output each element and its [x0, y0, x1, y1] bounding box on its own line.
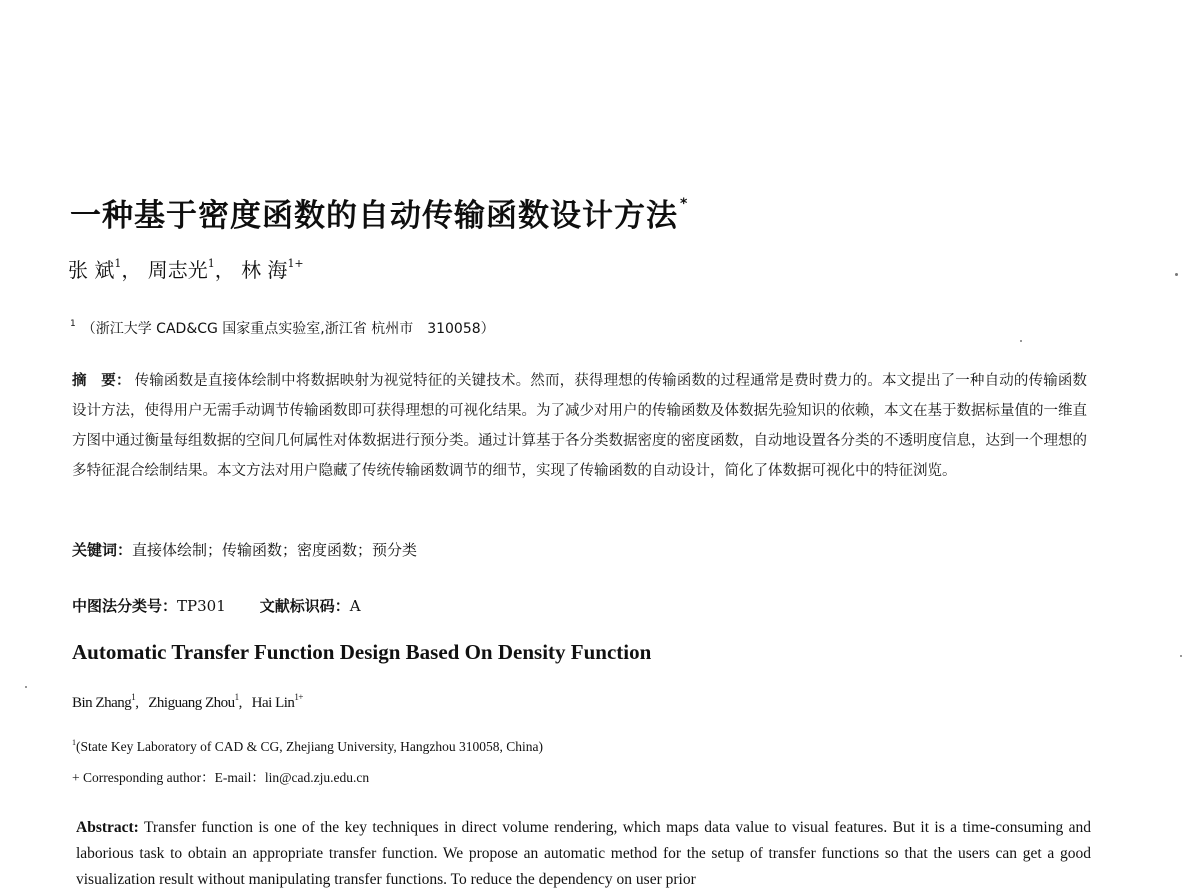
keywords-label: 关键词：: [72, 541, 133, 559]
chinese-keywords: [72, 539, 417, 560]
english-abstract: [76, 815, 1091, 893]
author-cn: 周志光: [147, 258, 208, 282]
chinese-title-text: 一种基于密度函数的自动传输函数设计方法: [70, 198, 678, 234]
abstract-label: 摘 要：: [72, 373, 131, 389]
chinese-authors: 张 斌$^1$， 周志光$^1$， 林 海$^{1+}$: [68, 257, 304, 282]
abstract-text: 传输函数是直接体绘制中将数据映射为视觉特征的关键技术。然而，获得理想的传输函数的过程通常是费时费力的。本文提出了一种自动的传输函数设计方法，使得用户无需手动调节传输函数即可获得理想的可视化结果。为了减少对用户的传输函数及体数据先验知识的依赖，本文在基于数据标量值的一维直方图中通过衡量每组数据的空间几何属性对体数据进行预分类。通过计算基于各分类数据密度的密度函数，自动地设置各分类的不透明度信息，达到一个理想的多特征混合绘制结果。本文方法对用户隐藏了传统传输函数调节的细节，实现了传输函数的自动设计，简化了体数据可视化中的特征浏览。: [72, 373, 1088, 479]
corresponding-author: + Corresponding author：E-mail：lin@cad.zju.edu.cn: [72, 770, 370, 785]
classification-row: [72, 595, 361, 616]
scan-speck: [1020, 340, 1022, 342]
english-affiliation: [72, 738, 543, 755]
english-title: Automatic Transfer Function Design Based On Density Function: [72, 640, 652, 664]
keywords-text: 直接体绘制；传输函数；密度函数；预分类: [132, 541, 418, 559]
english-authors: Bin Zhang$^1$, Zhiguang Zhou$^1$, Hai Lin$^{1+}$: [72, 692, 303, 711]
author-sup: 1: [131, 692, 136, 702]
affiliation-sup: 1: [70, 319, 76, 329]
doc-code-value: A: [349, 597, 361, 615]
chinese-title: [70, 190, 688, 235]
author-sup: 1: [234, 692, 239, 702]
scan-speck: [25, 686, 27, 688]
affiliation-text: （浙江大学 CAD&CG 国家重点实验室,浙江省 杭州市 310058）: [81, 321, 495, 337]
author-en: Bin Zhang: [72, 695, 132, 711]
affiliation-sup: 1: [72, 738, 76, 747]
affiliation-text: (State Key Laboratory of CAD & CG, Zhejiang University, Hangzhou 310058, China): [76, 739, 544, 754]
author-sup: 1: [207, 257, 215, 270]
author-cn: 张 斌: [68, 258, 115, 282]
abstract-text: Transfer function is one of the key techniques in direct volume rendering, which maps data value to visual features. But it is a time-consuming and laborious task to obtain an appropriate transfer function. We propose an automatic method for the setup of transfer functions so that the users can get a good visualization result without manipulating transfer functions. To reduce the dependency on user prior: [76, 819, 1091, 888]
chinese-abstract: [72, 366, 1087, 486]
abstract-label: Abstract:: [76, 819, 139, 836]
scan-speck: [1180, 655, 1182, 657]
author-sup: 1+: [287, 257, 304, 270]
author-cn: 林 海: [241, 258, 288, 282]
chinese-affiliation: [70, 318, 495, 338]
author-sup: 1+: [294, 692, 303, 702]
doc-code-label: 文献标识码：: [259, 597, 350, 615]
title-footnote-mark: *: [680, 196, 689, 212]
clc-label: 中图法分类号：: [72, 597, 178, 615]
author-en: Hai Lin: [251, 695, 295, 711]
author-en: Zhiguang Zhou: [148, 695, 235, 711]
scan-speck: [1175, 273, 1178, 276]
author-sup: 1: [114, 257, 122, 270]
clc-value: TP301: [177, 597, 226, 615]
